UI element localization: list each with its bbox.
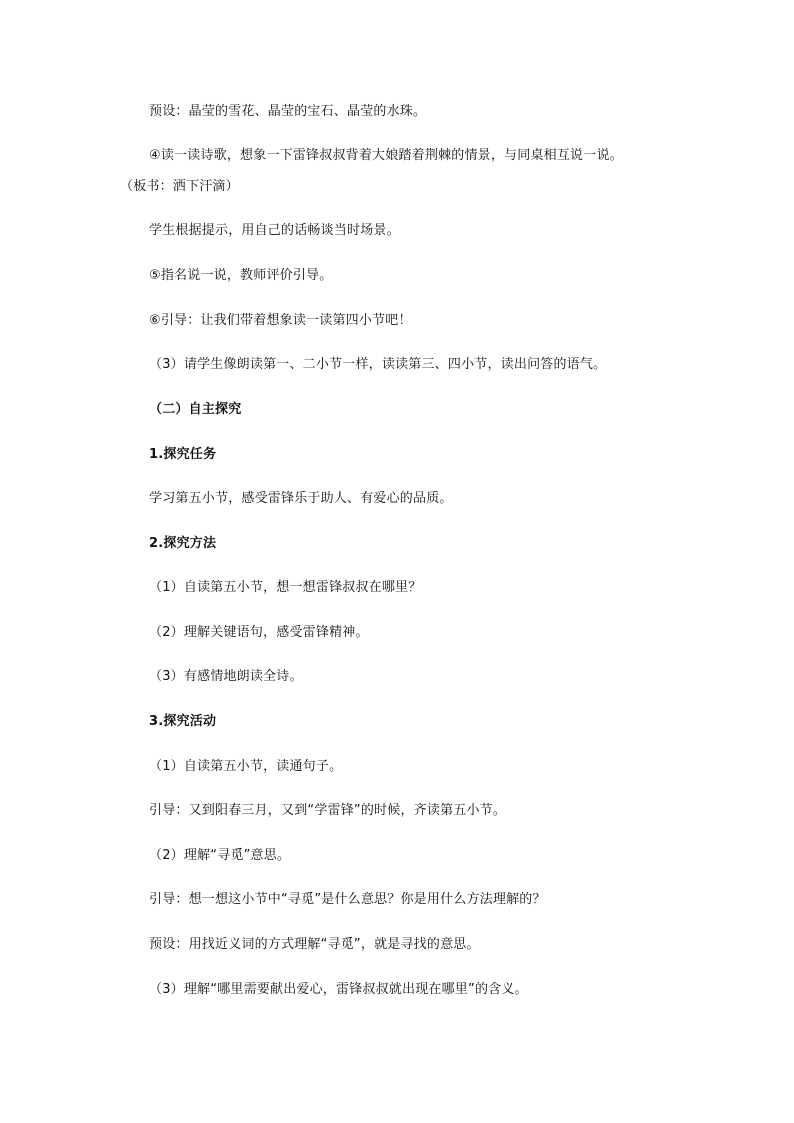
paragraph-method-2: （2）理解关键语句，感受雷锋精神。 [149,625,369,640]
subheading-method: 2.探究方法 [149,536,217,551]
paragraph-preset-crystal: 预设：晶莹的雪花、晶莹的宝石、晶莹的水珠。 [149,104,427,119]
paragraph-board-note: （板书：洒下汗滴） [120,179,239,194]
paragraph-activity-3: （3）理解“哪里需要献出爱心，雷锋叔叔就出现在哪里”的含义。 [149,982,528,997]
paragraph-item-3-read: （3）请学生像朗读第一、二小节一样，读读第三、四小节，读出问答的语气。 [149,357,607,372]
subheading-activity: 3.探究活动 [149,714,217,729]
paragraph-activity-2: （2）理解“寻觅”意思。 [149,848,291,863]
paragraph-guide-meaning: 引导：想一想这小节中“寻觅”是什么意思？你是用什么方法理解的？ [149,892,546,907]
section-heading-self-explore: （二）自主探究 [149,402,242,417]
paragraph-activity-1: （1）自读第五小节，读通句子。 [149,759,343,774]
paragraph-step-5: ⑤指名说一说，教师评价引导。 [149,268,333,283]
paragraph-method-3: （3）有感情地朗读全诗。 [149,669,303,684]
paragraph-task-body: 学习第五小节，感受雷锋乐于助人、有爱心的品质。 [149,491,453,506]
paragraph-preset-synonym: 预设：用找近义词的方式理解“寻觅”，就是寻找的意思。 [149,937,480,952]
paragraph-step-4: ④读一读诗歌，想象一下雷锋叔叔背着大娘踏着荆棘的情景，与同桌相互说一说。 [149,148,623,163]
paragraph-method-1: （1）自读第五小节，想一想雷锋叔叔在哪里？ [149,580,422,595]
paragraph-guide-spring: 引导：又到阳春三月，又到“学雷锋”的时候，齐读第五小节。 [149,803,507,818]
paragraph-step-6: ⑥引导：让我们带着想象读一读第四小节吧！ [149,313,412,328]
subheading-task: 1.探究任务 [149,447,217,462]
paragraph-student-describe: 学生根据提示，用自己的话畅谈当时场景。 [149,223,400,238]
